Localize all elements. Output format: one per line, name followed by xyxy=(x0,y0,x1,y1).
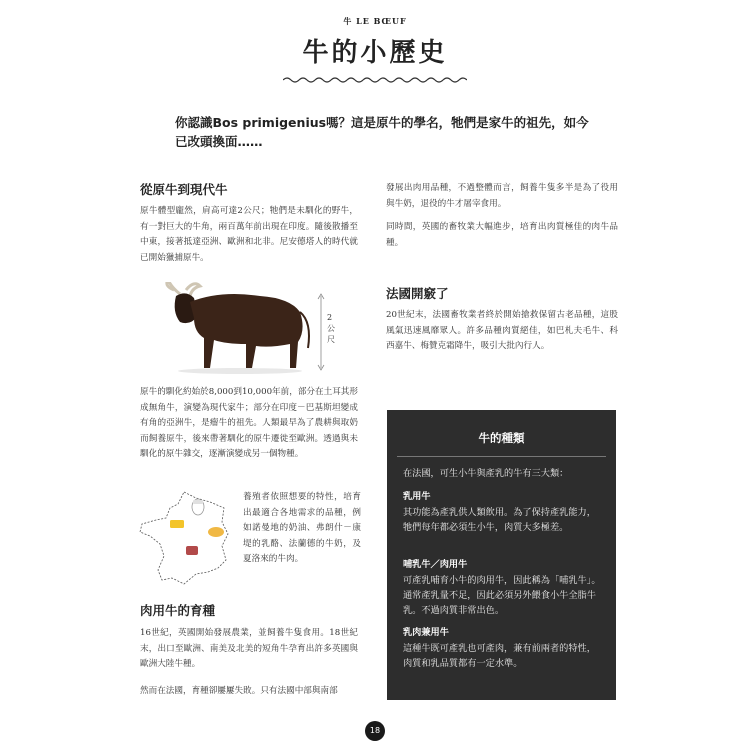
section-title-origin: 從原牛到現代牛 xyxy=(140,182,228,197)
paragraph-beef-2: 然而在法國，育種卻屢屢失敗。只有法國中部與南部 xyxy=(140,686,338,696)
box-heading-suckler: 哺乳牛／肉用牛 xyxy=(403,559,468,570)
intro-text: 你認識Bos primigenius嗎？這是原牛的學名，牠們是家牛的祖先，如今已改頭換面…… xyxy=(175,115,589,149)
paragraph-right-1: 發展出肉用品種，不過整體而言，飼養牛隻多半是為了役用與牛奶，退役的牛才屠宰食用。 xyxy=(386,183,618,209)
box-heading-dual: 乳肉兼用牛 xyxy=(403,627,449,638)
france-map xyxy=(138,488,238,598)
paragraph-france: 20世紀末，法國畜牧業者終於開始搶救保留古老品種，這股風氣迅速風靡眾人。許多品種肉質絕佳，如巴札夫毛牛、科西嘉牛、梅贊克霜降牛，吸引大批內行人。 xyxy=(386,310,618,352)
paragraph-breeds: 養殖者依照想要的特性，培育出最適合各地需求的品種，例如諾曼地的奶油、弗朗什－康堤的乳酪、法蘭德的牛奶，及夏洛來的牛肉。 xyxy=(243,492,361,565)
box-heading-dairy: 乳用牛 xyxy=(403,491,431,502)
page-number: 18 xyxy=(365,721,385,741)
box-intro: 在法國，可生小牛與產乳的牛有三大類： xyxy=(403,468,569,479)
box-text-dual: 這種牛既可產乳也可產肉，兼有前兩者的特性，肉質和乳品質都有一定水準。 xyxy=(403,643,596,669)
box-title: 牛的種類 xyxy=(478,431,525,445)
box-divider xyxy=(397,456,606,457)
cattle-types-box xyxy=(387,410,616,700)
section-tag: 牛 LE BŒUF xyxy=(343,16,407,26)
box-text-suckler: 可產乳哺育小牛的肉用牛，因此稱為「哺乳牛」。通常產乳量不足，因此必須另外餵食小牛全脂牛乳。不過肉質非常出色。 xyxy=(403,575,601,616)
paragraph-beef-1: 16世紀，英國開始發展農業，並飼養牛隻食用。18世紀末，出口至歐洲、南美及北美的短角牛孕育出許多英國與歐洲大陸牛種。 xyxy=(140,628,358,670)
paragraph-origin-1: 原牛體型龐然，肩高可達2公尺；牠們是未馴化的野牛，有一對巨大的牛角，兩百萬年前出現在印度。隨後散播至中東，接著抵達亞洲、歐洲和北非。尼安德塔人的時代就已開始獵捕原牛。 xyxy=(140,206,358,263)
paragraph-right-2: 同時間，英國的畜牧業大幅進步，培育出肉質極佳的肉牛品種。 xyxy=(386,222,618,248)
height-label: 2公尺 xyxy=(327,313,335,344)
page-title: 牛的小歷史 xyxy=(302,38,448,68)
height-arrow xyxy=(315,292,327,372)
paragraph-origin-2: 原牛的馴化約始於8,000到10,000年前，部分在土耳其形成無角牛，演變為現代家牛；部分在印度－巴基斯坦變成有角的亞洲牛，是瘤牛的祖先。人類最早為了農耕與取奶而飼養原牛，後來帶著馴化的原牛遷徙至歐洲。透過與未馴化的原牛雜交，逐漸演變成另一個物種。 xyxy=(140,387,358,460)
wave-divider xyxy=(283,76,467,84)
box-text-dairy: 其功能為產乳供人類飲用。為了保持產乳能力，牠們每年都必須生小牛，肉質大多極差。 xyxy=(403,507,596,533)
section-title-france: 法國開竅了 xyxy=(386,286,449,301)
section-title-beef-breeding: 肉用牛的育種 xyxy=(140,603,216,618)
aurochs-illustration xyxy=(160,282,320,374)
